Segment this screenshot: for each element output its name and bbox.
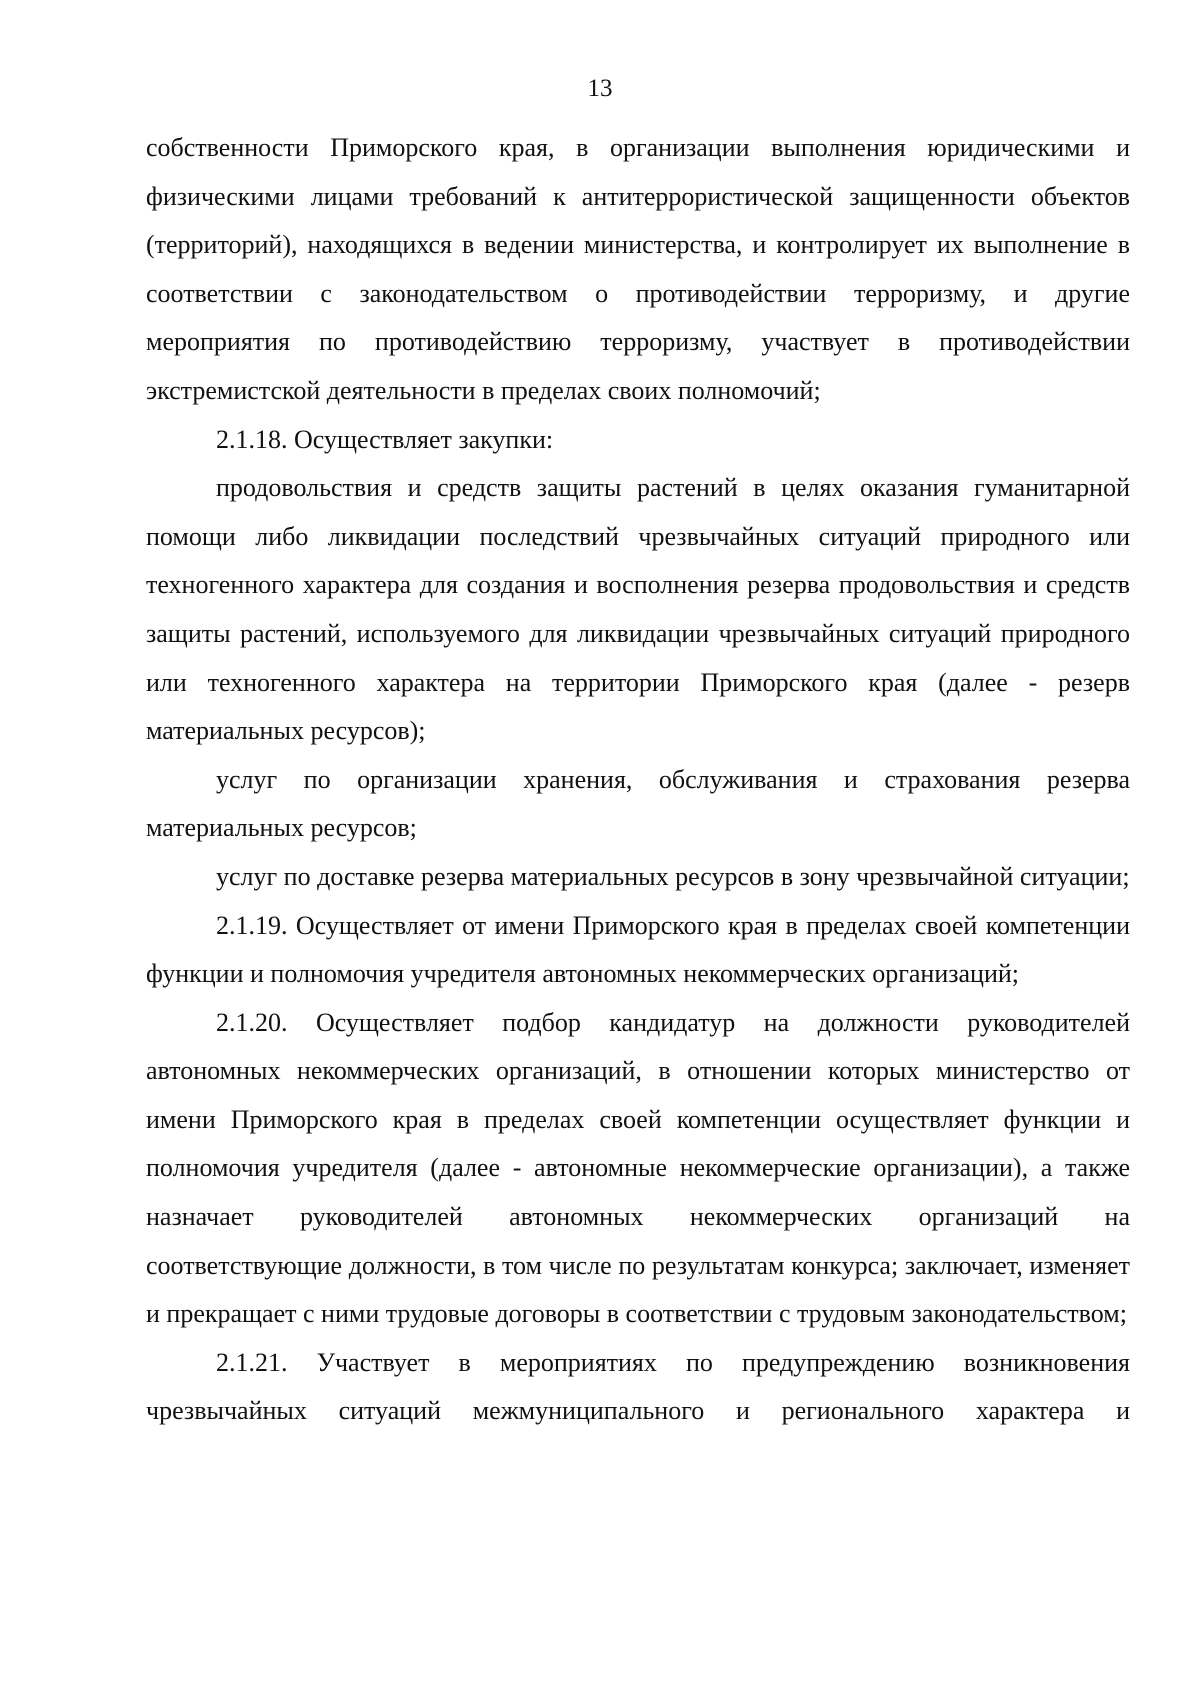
paragraph-2-1-19: 2.1.19. Осуществляет от имени Приморского края в пределах своей компетенции функции и полномочия учредителя автономных некоммерческих организаций; [146, 910, 1130, 989]
paragraph-food-procurement: продовольствия и средств защиты растений в целях оказания гуманитарной помощи либо ликвидации последствий чрезвычайных ситуаций природного или техногенного характера для создания и восполнения резерва продовольствия и средств защиты растений, используемого для ликвидации чрезвычайных ситуаций природного или техногенного характера на территории Приморского края (далее - резерв материальных ресурсов); [146, 473, 1130, 746]
paragraph-2-1-18: 2.1.18. Осуществляет закупки: [216, 424, 554, 454]
paragraph-continuation: собственности Приморского края, в организации выполнения юридическими и физическими лицами требований к антитеррористической защищенности объектов (территорий), находящихся в ведении министерства, и контролирует их выполнение в соответствии с законодательством о противодействии терроризму, и другие мероприятия по противодействию терроризму, участвует в противодействии экстремистской деятельности в пределах своих полномочий; [146, 133, 1130, 405]
paragraph-storage-services: услуг по организации хранения, обслуживания и страхования резерва материальных ресурсов; [146, 764, 1130, 843]
document-body [146, 124, 1130, 1436]
page-number: 13 [587, 75, 613, 102]
paragraph-2-1-21: 2.1.21. Участвует в мероприятиях по предупреждению возникновения чрезвычайных ситуаций межмуниципального и регионального характера и [146, 1347, 1130, 1426]
paragraph-delivery-services: услуг по доставке резерва материальных ресурсов в зону чрезвычайной ситуации; [216, 861, 1130, 891]
paragraph-2-1-20: 2.1.20. Осуществляет подбор кандидатур на должности руководителей автономных некоммерческих организаций, в отношении которых министерство от имени Приморского края в пределах своей компетенции осуществляет функции и полномочия учредителя (далее - автономные некоммерческие организации), а также назначает руководителей автономных некоммерческих организаций на соответствующие должности, в том числе по результатам конкурса; заключает, изменяет и прекращает с ними трудовые договоры в соответствии с трудовым законодательством; [146, 1007, 1130, 1329]
